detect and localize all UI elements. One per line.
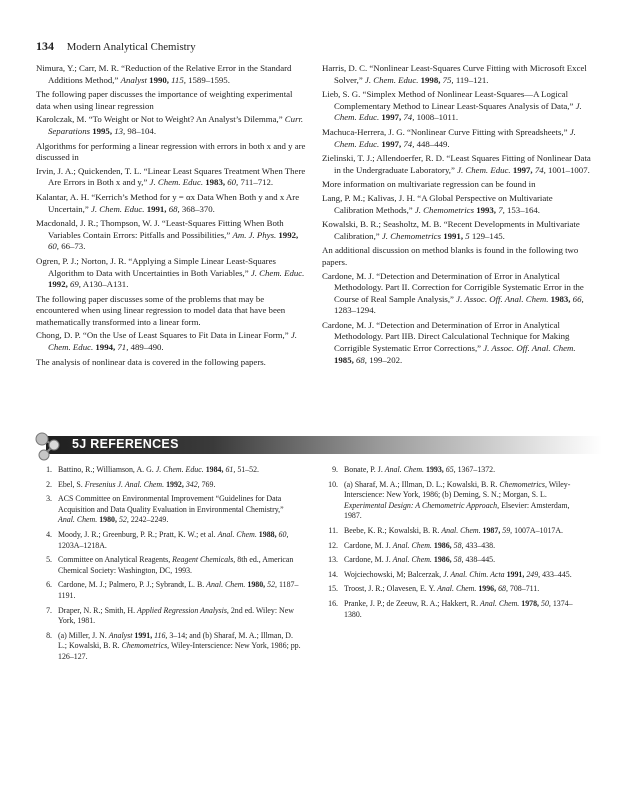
reference-text — [344, 599, 587, 620]
reference-number: 9. — [332, 465, 338, 474]
reference-item — [322, 570, 587, 581]
reference-item — [36, 480, 301, 491]
suggested-readings-right-column — [322, 63, 592, 369]
bold-text: 1991, — [506, 569, 525, 579]
italic-text: 13, — [114, 125, 126, 136]
reference-number: 8. — [46, 630, 52, 640]
italic-text: 58, — [453, 555, 464, 565]
reference-number: 7. — [46, 605, 52, 615]
reference-item — [322, 555, 587, 566]
bold-text: 1978, — [521, 598, 540, 608]
references-left-column — [36, 465, 301, 667]
reference-item — [322, 541, 587, 552]
reference-number: 3. — [46, 494, 52, 504]
reference-item — [322, 480, 587, 522]
italic-text: Anal. Chem. — [392, 555, 432, 565]
reference-item — [36, 631, 301, 663]
italic-text: J. Chemometrics — [414, 204, 474, 215]
italic-text: 69, — [70, 279, 81, 290]
bold-text: 1991, — [146, 203, 167, 214]
reference-text — [344, 541, 587, 552]
reading-note: The following paper discusses the importance of weighting experimental data when using linear regression — [36, 89, 293, 111]
reading-citation — [36, 63, 306, 86]
italic-text: Experimental Design: A Chemometric Approach, — [344, 500, 500, 510]
text-run: Cardone, M. J. “Detection and Determination of Error in Analytical Methodology. Part IIB. Direct Calculational Technique for Making Corrigible Systematic Error Corrections,” — [322, 319, 570, 354]
bold-text: 1984, — [205, 465, 224, 474]
bold-text: 1991, — [443, 230, 464, 241]
bold-text: 1990, — [149, 74, 169, 85]
reference-text — [58, 530, 301, 551]
text-run: A130–A131. — [81, 279, 129, 290]
text-run: 448–449. — [414, 138, 450, 149]
text-run: Kowalski, B. R.; Seasholtz, M. B. “Recent Developments in Multivariate Calibration,” — [322, 219, 580, 241]
text-run: 1007A–1017A. — [512, 525, 564, 535]
italic-text: Anal. Chem. — [217, 529, 257, 539]
bold-text: 1998, — [420, 74, 441, 85]
text-run: Cardone, M. J.; Palmero, P. J.; Sybrandt, L. B. — [58, 580, 207, 590]
italic-text: Fresenius J. Anal. Chem. — [84, 479, 165, 489]
reference-text — [58, 494, 301, 526]
italic-text: J. Chemometrics — [381, 230, 442, 241]
italic-text: J. Chem. Educ. — [334, 100, 582, 123]
bold-text: 1985, — [334, 354, 354, 365]
text-run: Ebel, S. — [58, 479, 85, 489]
reference-text — [58, 465, 301, 476]
italic-text: 68, — [356, 354, 367, 365]
section-heading: 5J REFERENCES — [72, 437, 179, 451]
text-run: 1187–1191. — [58, 580, 299, 600]
italic-text: 71, — [117, 342, 129, 353]
italic-text: 65, — [445, 465, 456, 474]
reference-item — [36, 530, 301, 551]
italic-text: 52, — [267, 580, 278, 590]
bold-text: 1992, — [166, 479, 184, 489]
reading-citation — [322, 193, 592, 216]
text-run: Zielinski, T. J.; Allendoerfer, R. D. “Least Squares Fitting of Nonlinear Data in the Undergraduate Laboratory,” — [322, 153, 591, 175]
reference-text — [58, 606, 301, 627]
italic-text: 249, — [526, 569, 541, 579]
text-run: Cardone, M. J. — [344, 555, 393, 565]
text-run: Wojciechowski, M; Balcerzak, — [344, 569, 444, 579]
reference-number: 4. — [46, 529, 52, 539]
italic-text: Analyst — [120, 74, 147, 85]
text-run: Nimura, Y.; Carr, M. R. “Reduction of the Relative Error in the Standard Additions Method,” — [36, 63, 292, 85]
text-run: Draper, N. R.; Smith, H. — [58, 605, 138, 615]
reference-text — [344, 584, 587, 595]
reading-note: More information on multivariate regression can be found in — [322, 179, 536, 190]
italic-text: Analyst — [108, 630, 133, 640]
reference-text — [58, 631, 301, 663]
reference-text — [58, 580, 301, 601]
bold-text: 1991, — [134, 630, 153, 640]
italic-text: Chemometrics, — [499, 479, 547, 489]
reference-number: 16. — [328, 598, 338, 608]
italic-text: 66, — [572, 293, 584, 304]
text-run: 433–445. — [540, 569, 572, 579]
italic-text: Anal. Chem. — [58, 515, 98, 525]
bold-text: 1986, — [433, 540, 452, 550]
text-run: 769. — [199, 479, 216, 489]
reading-note: Algorithms for performing a linear regression with errors in both x and y are discussed in — [36, 140, 306, 163]
bold-text: 1997, — [381, 112, 402, 123]
text-run: Bonate, P. J. — [344, 465, 385, 474]
reference-number: 10. — [328, 479, 338, 489]
italic-text: 61, — [225, 465, 236, 474]
text-run: Moody, J. R.; Greenburg, P. R.; Pratt, K. W.; et al. — [58, 529, 218, 539]
italic-text: J. Chem. Educ. — [364, 74, 419, 85]
text-run: Irvin, J. A.; Quickenden, T. L. “Linear Least Squares Treatment When There Are Errors in Both x and y,” — [36, 165, 306, 188]
italic-text: 7, — [498, 204, 505, 215]
text-run: Troost, J. R.; Olavesen, E. Y. — [344, 584, 438, 594]
italic-text: J. Assoc. Off. Anal. Chem. — [483, 343, 576, 354]
reading-citation — [322, 153, 592, 176]
text-run: 711–712. — [238, 177, 274, 188]
italic-text: 116, — [154, 630, 168, 640]
text-run: Lang, P. M.; Kalivas, J. H. “A Global Perspective on Multivariate Calibration Methods,” — [322, 192, 553, 215]
reference-text — [58, 555, 301, 576]
reference-text — [344, 555, 587, 566]
reading-citation — [36, 218, 306, 253]
reading-note: The following paper discusses some of the problems that may be encountered when using linear regression to model data that have been mathematically transformed into a linear form. — [36, 293, 286, 327]
bold-text: 1980, — [247, 580, 266, 590]
text-run: 51–52. — [235, 465, 260, 474]
text-run: 438–445. — [463, 555, 496, 565]
italic-text: 52, — [118, 515, 129, 525]
reading-citation — [322, 219, 592, 242]
italic-text: Curr. Separations — [48, 114, 304, 136]
italic-text: 59, — [502, 525, 513, 535]
bold-text: 1983, — [550, 293, 571, 304]
italic-text: Anal. Chem. — [384, 465, 425, 474]
reference-number: 15. — [328, 584, 338, 594]
reference-item — [322, 584, 587, 595]
reference-text — [344, 465, 587, 476]
text-run: 1001–1007. — [545, 164, 590, 175]
text-run: Chong, D. P. “On the Use of Least Squares to Fit Data in Linear Form,” — [36, 330, 291, 341]
italic-text: 74, — [403, 112, 415, 123]
text-run: 1374–1380. — [344, 598, 573, 619]
reference-number: 5. — [46, 555, 52, 565]
italic-text: J. Chem. Educ. — [155, 465, 204, 474]
reference-item — [36, 606, 301, 627]
text-run: 98–104. — [125, 125, 157, 136]
reference-item — [322, 465, 587, 476]
italic-text: J. Chem. Educ. — [90, 203, 145, 214]
text-run: Cardone, M. J. “Detection and Determination of Error in Analytical Methodology. Part II. Correction for Corrigible Systematic Error in the Course of Real Sample Analysis,” — [322, 270, 584, 304]
text-run: Wiley-Interscience: New York, 1986; (b) Deming, S. N.; Morgan, S. L. — [344, 479, 571, 500]
italic-text: J. Chem. Educ. — [149, 177, 204, 188]
italic-text: 75, — [442, 74, 454, 85]
text-run: 129–145. — [469, 230, 505, 241]
italic-text: J. Anal. Chim. Acta — [443, 569, 505, 579]
text-run: 708–711. — [507, 584, 540, 594]
reference-item — [36, 555, 301, 576]
reference-number: 14. — [328, 569, 338, 579]
text-run: Committee on Analytical Reagents, — [58, 555, 173, 565]
bold-text: 1995, — [92, 125, 113, 136]
italic-text: Applied Regression Analysis, — [137, 605, 229, 615]
reading-note: An additional discussion on method blanks is found in the following two papers. — [322, 245, 579, 267]
text-run: 1008–1011. — [414, 112, 459, 123]
text-run: Kalantar, A. H. “Kerrich’s Method for y = αx Data When Both y and x Are Uncertain,” — [36, 191, 300, 214]
text-run: 66–73. — [59, 241, 86, 252]
italic-text: 60, — [278, 529, 289, 539]
italic-text: J. Chem. Educ. — [250, 267, 305, 278]
text-run: 2nd ed. Wiley: New York, 1981. — [58, 605, 294, 626]
bold-text: 1980, — [99, 515, 117, 525]
bold-text: 1994, — [95, 342, 116, 353]
italic-text: 74, — [534, 164, 546, 175]
running-head — [36, 39, 196, 54]
text-run: 153–164. — [504, 204, 540, 215]
bold-text: 1996, — [478, 584, 497, 594]
italic-text: 342, — [185, 479, 200, 489]
reading-citation — [322, 89, 592, 124]
text-run: Lieb, S. G. “Simplex Method of Nonlinear Least-Squares—A Logical Complementary Method to Linear Least-Squares Analysis of Data,” — [322, 89, 576, 111]
reading-citation — [322, 320, 592, 366]
bold-text: 1983, — [205, 177, 226, 188]
italic-text: Anal. Chem. — [437, 584, 477, 594]
reference-number: 13. — [328, 555, 338, 565]
bold-text: 1993, — [426, 465, 444, 474]
text-run: 368–370. — [179, 203, 215, 214]
text-run: Battino, R.; Williamson, A. G. — [58, 465, 156, 474]
text-run: (a) Miller, J. N. — [58, 630, 109, 640]
text-run: Pranke, J. P.; de Zeeuw, R. A.; Hakkert, R. — [344, 598, 481, 608]
bold-text: 1997, — [381, 138, 402, 149]
section-banner — [32, 433, 602, 457]
bold-text: 1993, — [476, 204, 496, 215]
text-run: 1283–1294. — [334, 305, 376, 316]
reading-citation — [36, 330, 306, 353]
reading-citation — [322, 271, 592, 317]
italic-text: 68, — [168, 203, 180, 214]
italic-text: 74, — [403, 138, 415, 149]
text-run: Beebe, K. R.; Kowalski, B. R. — [344, 525, 442, 535]
italic-text: 60, — [227, 177, 239, 188]
italic-text: J. Chem. Educ. — [48, 330, 297, 353]
text-run: (a) Sharaf, M. A.; Illman, D. L.; Kowalski, B. R. — [344, 479, 500, 489]
reading-citation — [36, 192, 306, 215]
bold-text: 1986, — [433, 555, 452, 565]
page-number: 134 — [36, 39, 54, 53]
text-run: 1367–1372. — [455, 465, 496, 474]
reference-number: 2. — [46, 479, 52, 489]
reading-citation — [36, 256, 306, 291]
bold-text: 1987, — [482, 525, 501, 535]
reference-item — [322, 599, 587, 620]
suggested-readings-left-column — [36, 63, 306, 370]
text-run: 8th ed., American Chemical Society: Washington, DC, 1993. — [58, 555, 294, 575]
reference-item — [36, 494, 301, 526]
italic-text: Chemometrics, — [121, 641, 170, 651]
reference-number: 1. — [46, 465, 52, 474]
references-right-column — [322, 465, 587, 624]
italic-text: J. Assoc. Off. Anal. Chem. — [456, 293, 549, 304]
reference-text — [344, 526, 587, 537]
reading-citation — [36, 166, 306, 189]
italic-text: 60, — [48, 241, 59, 252]
italic-text: 58, — [453, 540, 464, 550]
italic-text: Reagent Chemicals, — [172, 555, 236, 565]
reference-item — [322, 526, 587, 537]
text-run: Harris, D. C. “Nonlinear Least-Squares Curve Fitting with Microsoft Excel Solver,” — [322, 63, 587, 85]
text-run: 1203A–1218A. — [58, 540, 107, 550]
bold-text: 1992, — [278, 229, 299, 240]
italic-text: 68, — [498, 584, 508, 594]
text-run: Machuca-Herrera, J. G. “Nonlinear Curve Fitting with Spreadsheets,” — [322, 126, 570, 137]
text-run: 2242–2249. — [128, 515, 169, 525]
reference-text — [344, 480, 587, 522]
reference-number: 12. — [328, 540, 338, 550]
italic-text: J. Chem. Educ. — [457, 164, 511, 175]
reference-number: 11. — [328, 525, 338, 535]
reference-text — [344, 570, 587, 581]
italic-text: Anal. Chem. — [392, 540, 432, 550]
text-run: 1589–1595. — [185, 74, 230, 85]
text-run: Cardone, M. J. — [344, 540, 393, 550]
text-run: Ogren, P. J.; Norton, J. R. “Applying a Simple Linear Least-Squares Algorithm to Data with Uncertainties in Both Variables,” — [36, 255, 276, 278]
text-run: Elsevier: Amsterdam, 1987. — [344, 500, 570, 521]
reference-item — [36, 580, 301, 601]
molecule-icon — [32, 429, 72, 461]
text-run: 3–14; and (b) Sharaf, M. A.; Illman, D. L.; Kowalski, B. R. — [58, 630, 293, 651]
text-run: ACS Committee on Environmental Improvement “Guidelines for Data Acquisition and Data Quality Evaluation in Environmental Chemistry,” — [58, 494, 284, 514]
italic-text: Am. J. Phys. — [232, 229, 277, 240]
reading-note: The analysis of nonlinear data is covered in the following papers. — [36, 356, 266, 367]
text-run: 489–490. — [128, 342, 164, 353]
reading-citation — [322, 127, 592, 150]
text-run: Karolczak, M. “To Weight or Not to Weight? An Analyst’s Dilemma,” — [36, 114, 285, 125]
reading-citation — [36, 114, 306, 137]
italic-text: J. Chem. Educ. — [334, 126, 576, 149]
italic-text: Anal. Chem. — [206, 580, 246, 590]
bold-text: 1988, — [258, 529, 277, 539]
italic-text: Anal. Chem. — [441, 525, 481, 535]
bold-text: 1997, — [512, 164, 533, 175]
italic-text: 115, — [171, 74, 186, 85]
text-run: 119–121. — [453, 74, 489, 85]
reference-text — [58, 480, 301, 491]
text-run: Macdonald, J. R.; Thompson, W. J. “Least-Squares Fitting When Both Variables Contain Errors: Pitfalls and Possibilities,” — [36, 218, 284, 240]
bold-text: 1992, — [48, 279, 68, 290]
text-run: 433–438. — [463, 540, 496, 550]
text-run: 199–202. — [367, 354, 403, 365]
italic-text: 50, — [541, 598, 551, 608]
reference-item — [36, 465, 301, 476]
reading-citation — [322, 63, 592, 86]
italic-text: Anal. Chem. — [480, 598, 520, 608]
reference-number: 6. — [46, 580, 52, 590]
text-run: Wiley-Interscience: New York, 1986; pp. 126–127. — [58, 641, 301, 661]
italic-text: 5 — [465, 230, 470, 241]
book-title: Modern Analytical Chemistry — [66, 41, 196, 53]
